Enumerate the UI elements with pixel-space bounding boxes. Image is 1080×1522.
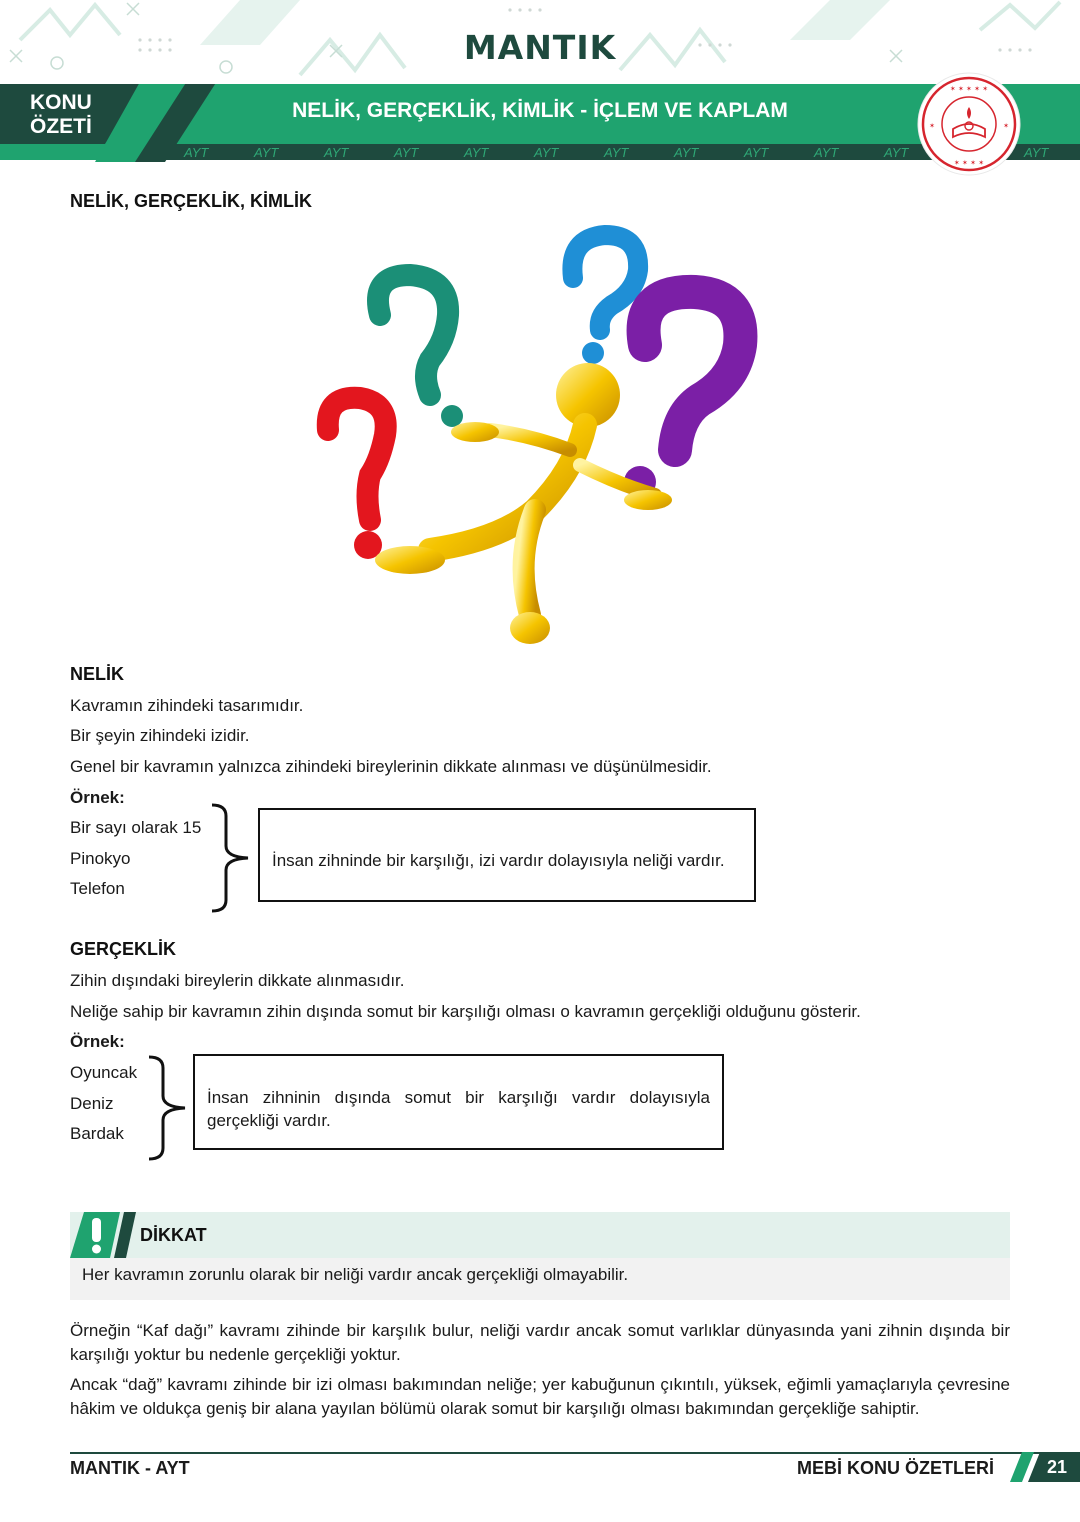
nelik-explanation-box [258,808,756,902]
box-text: İnsan zihninde bir karşılığı, izi vardır dolayısıyla neliği vardır. [272,851,725,870]
gerceklik-heading: GERÇEKLİK [70,939,177,959]
footer-rule [70,1452,1080,1454]
warning-title: DİKKAT [140,1225,207,1245]
section-subtitle: NELİK, GERÇEKLİK, KİMLİK - İÇLEM VE KAPLAM [292,99,788,122]
section-heading: NELİK, GERÇEKLİK, KİMLİK [70,191,312,211]
ayt-label: AYT [254,145,279,160]
example-item: Bardak [70,1124,124,1143]
gerceklik-explanation-box [193,1054,724,1150]
example-item: Telefon [70,879,125,898]
example-item: Deniz [70,1094,114,1113]
ayt-label: AYT [394,145,419,160]
example-item: Oyuncak [70,1063,138,1082]
example-item: Bir sayı olarak 15 [70,818,202,837]
footer-left-label: MANTIK - AYT [70,1458,190,1478]
ayt-label: AYT [184,145,209,160]
ayt-label: AYT [814,145,839,160]
footer-right-label: MEBİ KONU ÖZETLERİ [797,1458,994,1478]
exclamation-icon [70,1212,140,1258]
nelik-heading: NELİK [70,664,124,684]
question-marks-figure-illustration [300,220,780,660]
example-label: Örnek: [70,1032,125,1051]
konu-ozeti-badge [30,91,92,139]
ayt-label: AYT [1024,145,1049,160]
ayt-label: AYT [324,145,349,160]
example-label: Örnek: [70,788,125,807]
gerceklik-line: Zihin dışındaki bireylerin dikkate alınmasıdır. [70,971,405,990]
svg-text:✶: ✶ [1003,122,1009,130]
svg-text:✶ ✶ ✶ ✶: ✶ ✶ ✶ ✶ [953,159,985,167]
badge-line-1: KONU [30,91,92,114]
paragraph: Örneğin “Kaf dağı” kavramı zihinde bir karşılık bulur, neliği vardır ancak somut varlıklar dünyasında yani zihnin dışında bir karşılığı yoktur bu nedenle gerçekliği yoktur. [70,1321,1010,1364]
warning-header [70,1212,1010,1258]
page-number: 21 [1046,1457,1068,1477]
warning-text: Her kavramın zorunlu olarak bir neliği vardır ancak gerçekliği olmayabilir. [82,1265,629,1284]
gerceklik-line: Neliğe sahip bir kavramın zihin dışında somut bir karşılığı olması o kavramın gerçekliği olduğunu gösterir. [70,1002,861,1021]
example-item: Pinokyo [70,849,131,868]
svg-text:✶: ✶ [929,122,935,130]
ayt-label: AYT [744,145,769,160]
ayt-label: AYT [884,145,909,160]
ayt-label: AYT [604,145,629,160]
ayt-label: AYT [674,145,699,160]
ayt-label: AYT [534,145,559,160]
paragraph: Ancak “dağ” kavramı zihinde bir izi olması bakımından neliğe; yer kabuğunun çıkıntılı, yüksek, eğimli yamaçlarıyla çevresine hâkim ve oldukça geniş bir alana yayılan bölümü olarak somut bir karşılığı olması bakımından gerçekliğe sahiptir. [70,1375,1010,1418]
curly-brace [208,802,256,914]
meb-seal-logo [916,71,1022,177]
ayt-label: AYT [464,145,489,160]
nelik-line: Genel bir kavramın yalnızca zihindeki bireylerinin dikkate alınması ve düşünülmesidir. [70,757,712,776]
nelik-line: Kavramın zihindeki tasarımıdır. [70,696,304,715]
box-text: İnsan zihninin dışında somut bir karşılığı vardır dolayısıyla gerçekliği vardır. [207,1088,710,1130]
svg-text:✶ ✶ ✶ ✶ ✶: ✶ ✶ ✶ ✶ ✶ [949,85,989,93]
nelik-line: Bir şeyin zihindeki izidir. [70,726,250,745]
page-title: MANTIK [463,28,617,67]
badge-line-2: ÖZETİ [30,115,92,138]
curly-brace [145,1054,193,1162]
